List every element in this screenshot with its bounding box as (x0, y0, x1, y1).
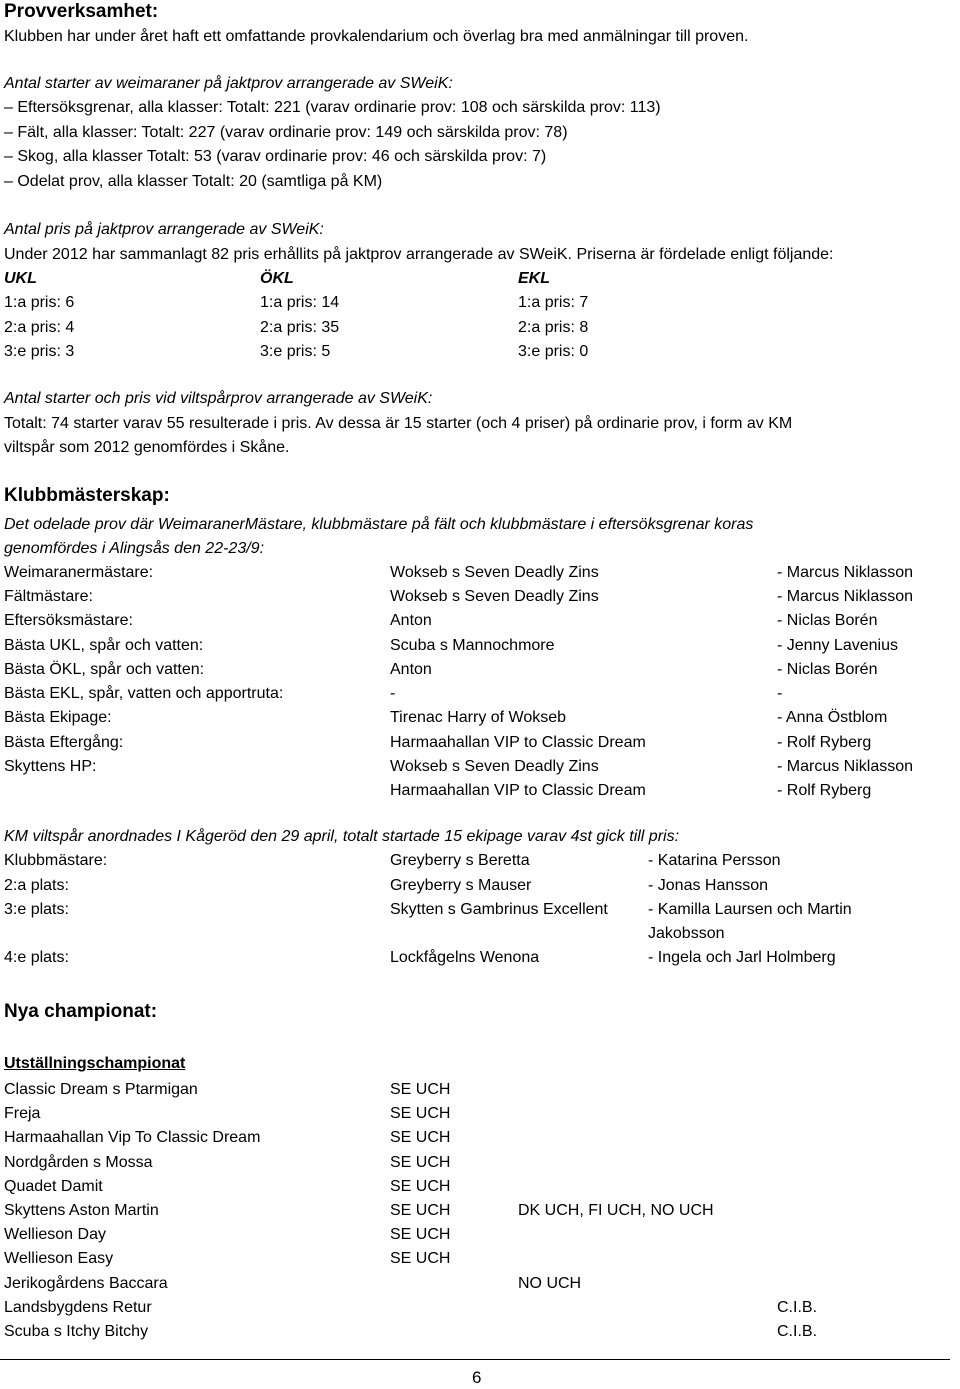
champ-dog-cell: Scuba s Itchy Bitchy (4, 1323, 149, 1340)
km-vilt-owner-cell: - Katarina Persson (648, 852, 781, 869)
km-vilt-dog-cell: Skytten s Gambrinus Excellent (390, 901, 608, 918)
prize-cell: 1:a pris: 7 (518, 294, 589, 311)
km-dog-cell: Wokseb s Seven Deadly Zins (390, 564, 599, 581)
km-title-cell: Bästa EKL, spår, vatten och apportruta: (4, 685, 284, 702)
starts-item: – Fält, alla klasser: Totalt: 227 (varav ordinarie prov: 149 och särskilda prov: 78) (4, 124, 568, 141)
km-owner-cell: - Marcus Niklasson (777, 588, 914, 605)
section-heading-championat: Nya championat: (4, 1001, 158, 1022)
section-heading-provverksamhet: Provverksamhet: (4, 1, 159, 22)
km-dog-cell: Scuba s Mannochmore (390, 637, 555, 654)
km-vilt-dog-cell: Greyberry s Mauser (390, 877, 532, 894)
km-title-cell: Bästa Ekipage: (4, 709, 112, 726)
champ-title-cell: SE UCH (390, 1250, 451, 1267)
prize-cell: 3:e pris: 3 (4, 343, 75, 360)
provverksamhet-intro: Klubben har under året haft ett omfattande provkalendarium och överlag bra med anmälningar till proven. (4, 28, 749, 45)
champ-dog-cell: Harmaahallan Vip To Classic Dream (4, 1129, 261, 1146)
starts-item: – Eftersöksgrenar, alla klasser: Totalt: 221 (varav ordinarie prov: 108 och särskilda prov: 113) (4, 99, 661, 116)
footer-divider (0, 1359, 950, 1360)
utstallningschampionat-heading: Utställningschampionat (4, 1055, 186, 1072)
section-heading-klubbmasterskap: Klubbmästerskap: (4, 485, 170, 506)
km-title-cell: Fältmästare: (4, 588, 93, 605)
champ-extra-cell: NO UCH (518, 1275, 582, 1292)
km-dog-cell: Harmaahallan VIP to Classic Dream (390, 734, 646, 751)
champ-title-cell: SE UCH (390, 1154, 451, 1171)
km-vilt-dog-cell: Greyberry s Beretta (390, 852, 530, 869)
champ-title-cell: SE UCH (390, 1226, 451, 1243)
km-viltspar-heading: KM viltspår anordnades I Kågeröd den 29 april, totalt startade 15 ekipage varav 4st gick till pris: (4, 828, 680, 845)
km-dog-cell: Anton (390, 612, 432, 629)
km-title-cell: Skyttens HP: (4, 758, 97, 775)
champ-title-cell: SE UCH (390, 1105, 451, 1122)
prize-cell: 1:a pris: 6 (4, 294, 75, 311)
starts-heading: Antal starter av weimaraner på jaktprov arrangerade av SWeiK: (4, 75, 453, 92)
champ-cib-cell: C.I.B. (777, 1323, 818, 1340)
starts-item: – Odelat prov, alla klasser Totalt: 20 (samtliga på KM) (4, 173, 383, 190)
vilt-text: viltspår som 2012 genomfördes i Skåne. (4, 439, 290, 456)
km-owner-cell: - Niclas Borén (777, 612, 878, 629)
km-owner-cell: - Marcus Niklasson (777, 758, 914, 775)
champ-dog-cell: Quadet Damit (4, 1178, 103, 1195)
km-title-cell: Weimaranermästare: (4, 564, 154, 581)
champ-cib-cell: C.I.B. (777, 1299, 818, 1316)
vilt-text: Totalt: 74 starter varav 55 resulterade i pris. Av dessa är 15 starter (och 4 priser) på ordinarie prov, i form av KM (4, 415, 793, 432)
champ-dog-cell: Nordgården s Mossa (4, 1154, 153, 1171)
km-title-cell: Bästa UKL, spår och vatten: (4, 637, 204, 654)
km-owner-cell: - Anna Östblom (777, 709, 888, 726)
prize-table-header: UKL (4, 270, 37, 287)
prizes-heading: Antal pris på jaktprov arrangerade av SWeiK: (4, 221, 324, 238)
km-vilt-place-cell: 3:e plats: (4, 901, 69, 918)
starts-item: – Skog, alla klasser Totalt: 53 (varav ordinarie prov: 46 och särskilda prov: 7) (4, 148, 547, 165)
prize-cell: 2:a pris: 35 (260, 319, 340, 336)
champ-dog-cell: Freja (4, 1105, 41, 1122)
km-dog-cell: - (390, 685, 396, 702)
km-owner-cell: - Niclas Borén (777, 661, 878, 678)
km-title-cell: Bästa ÖKL, spår och vatten: (4, 661, 205, 678)
km-dog-cell: Tirenac Harry of Wokseb (390, 709, 567, 726)
km-owner-cell: - Jenny Lavenius (777, 637, 898, 654)
champ-title-cell: SE UCH (390, 1081, 451, 1098)
prize-cell: 2:a pris: 4 (4, 319, 75, 336)
prize-cell: 3:e pris: 0 (518, 343, 589, 360)
km-vilt-owner-cell-cont: Jakobsson (648, 925, 725, 942)
champ-title-cell: SE UCH (390, 1202, 451, 1219)
prizes-text: Under 2012 har sammanlagt 82 pris erhållits på jaktprov arrangerade av SWeiK. Priserna är fördelade enligt följande: (4, 246, 834, 263)
km-vilt-dog-cell: Lockfågelns Wenona (390, 949, 540, 966)
vilt-heading: Antal starter och pris vid viltspårprov arrangerade av SWeiK: (4, 390, 433, 407)
prize-table-header: EKL (518, 270, 550, 287)
km-title-cell: Bästa Eftergång: (4, 734, 124, 751)
champ-title-cell: SE UCH (390, 1178, 451, 1195)
prize-cell: 3:e pris: 5 (260, 343, 331, 360)
champ-dog-cell: Jerikogårdens Baccara (4, 1275, 168, 1292)
prize-cell: 1:a pris: 14 (260, 294, 340, 311)
champ-title-cell: SE UCH (390, 1129, 451, 1146)
prize-table-header: ÖKL (260, 270, 294, 287)
prize-cell: 2:a pris: 8 (518, 319, 589, 336)
champ-dog-cell: Wellieson Day (4, 1226, 106, 1243)
km-vilt-place-cell: Klubbmästare: (4, 852, 108, 869)
km-owner-cell: - (777, 685, 783, 702)
champ-dog-cell: Wellieson Easy (4, 1250, 114, 1267)
km-owner-cell: - Rolf Ryberg (777, 782, 872, 799)
km-dog-cell: Wokseb s Seven Deadly Zins (390, 588, 599, 605)
km-vilt-place-cell: 2:a plats: (4, 877, 69, 894)
km-owner-cell: - Marcus Niklasson (777, 564, 914, 581)
km-vilt-owner-cell: - Kamilla Laursen och Martin (648, 901, 852, 918)
km-owner-cell: - Rolf Ryberg (777, 734, 872, 751)
km-vilt-owner-cell: - Ingela och Jarl Holmberg (648, 949, 836, 966)
km-vilt-owner-cell: - Jonas Hansson (648, 877, 769, 894)
champ-dog-cell: Classic Dream s Ptarmigan (4, 1081, 198, 1098)
klubbmasterskap-intro: genomfördes i Alingsås den 22-23/9: (4, 540, 265, 557)
km-dog-cell: Harmaahallan VIP to Classic Dream (390, 782, 646, 799)
km-dog-cell: Anton (390, 661, 432, 678)
km-vilt-place-cell: 4:e plats: (4, 949, 69, 966)
page-number: 6 (472, 1368, 482, 1387)
champ-dog-cell: Landsbygdens Retur (4, 1299, 152, 1316)
km-title-cell: Eftersöksmästare: (4, 612, 133, 629)
km-dog-cell: Wokseb s Seven Deadly Zins (390, 758, 599, 775)
champ-dog-cell: Skyttens Aston Martin (4, 1202, 159, 1219)
klubbmasterskap-intro: Det odelade prov där WeimaranerMästare, klubbmästare på fält och klubbmästare i eftersöksgrenar koras (4, 516, 754, 533)
champ-extra-cell: DK UCH, FI UCH, NO UCH (518, 1202, 714, 1219)
